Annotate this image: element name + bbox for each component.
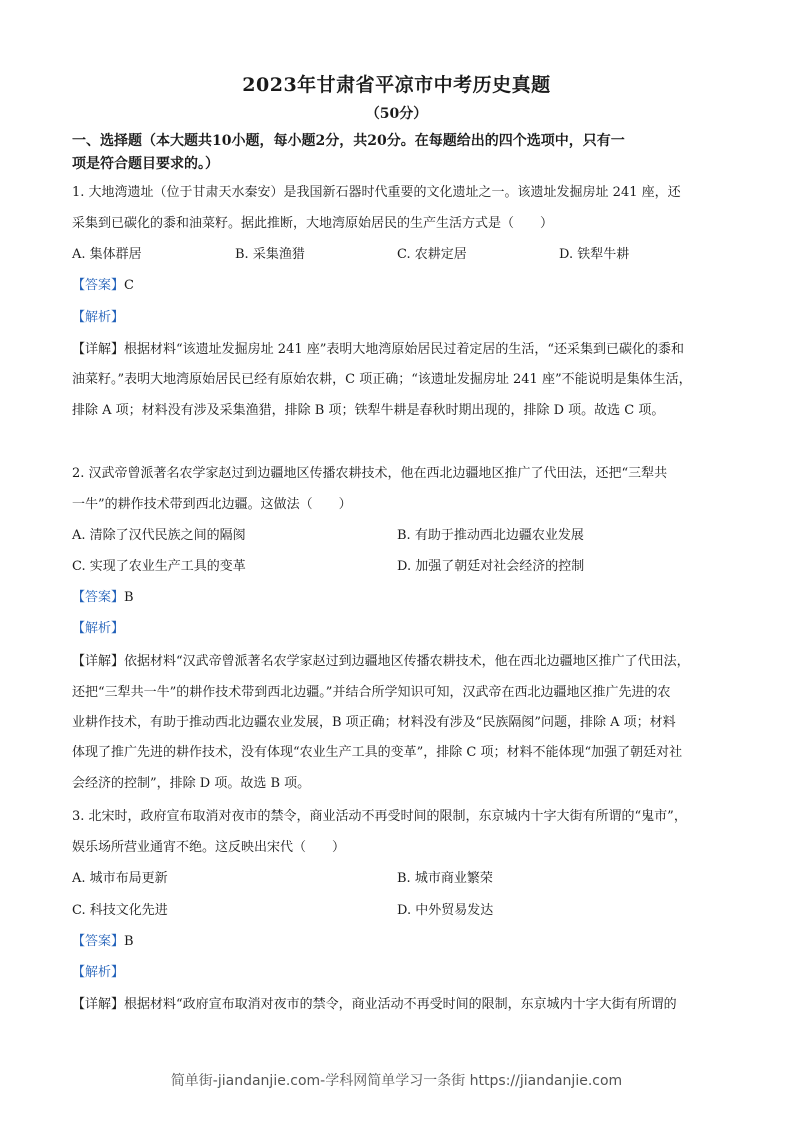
q2-option-b: B. 有助于推动西北边疆农业发展 [397, 528, 584, 543]
q1-option-d: D. 铁犁牛耕 [559, 247, 630, 262]
q1-analysis [72, 308, 722, 328]
detail-tag: 【详解】 [72, 997, 125, 1012]
q2-detail-line-2: 还把“三犁共一牛”的耕作技术带到西北边疆。”并结合所学知识可知，汉武帝在西北边疆地区推广先进的农 [72, 685, 671, 700]
section-heading-line-2: 项是符合题目要求的。） [72, 156, 219, 172]
q2-answer [72, 588, 722, 608]
answer-tag: 【答案】 [72, 590, 125, 605]
section-heading-line-1: 一、选择题（本大题共10小题，每小题2分，共20分。在每题给出的四个选项中，只有一 [72, 133, 625, 149]
q3-stem-line-1: 3. 北宋时，政府宣布取消对夜市的禁令，商业活动不再受时间的限制，东京城内十字大街有所谓的“鬼市”， [72, 809, 687, 824]
q3-analysis [72, 963, 722, 983]
q3-option-b: B. 城市商业繁荣 [397, 871, 493, 886]
detail-tag: 【详解】 [72, 654, 125, 669]
q3-answer [72, 932, 722, 952]
q2-stem-line-1: 2. 汉武帝曾派著名农学家赵过到边疆地区传播农耕技术，他在西北边疆地区推广了代田法，还把“三犁共 [72, 466, 668, 481]
detail-text: 根据材料“政府宣布取消对夜市的禁令，商业活动不再受时间的限制，东京城内十字大街有所谓的 [124, 997, 677, 1012]
answer-value: B [124, 590, 134, 605]
q2-option-d: D. 加强了朝廷对社会经济的控制 [397, 559, 585, 574]
q2-analysis [72, 619, 722, 639]
q2-detail-line-5: 会经济的控制”，排除 D 项。故选 B 项。 [72, 776, 311, 791]
detail-text: 依据材料“汉武帝曾派著名农学家赵过到边疆地区传播农耕技术，他在西北边疆地区推广了代田法， [124, 654, 690, 669]
q1-option-c: C. 农耕定居 [397, 247, 467, 262]
q1-option-a: A. 集体群居 [72, 247, 142, 262]
q1-detail-line-2: 油菜籽。”表明大地湾原始居民已经有原始农耕，C 项正确；“该遗址发掘房址 241 座”不能说明是集体生活， [72, 372, 692, 387]
q3-detail-line-1 [72, 995, 722, 1015]
analysis-tag: 【解析】 [72, 965, 125, 980]
page-footer-watermark: 简单街-jiandanjie.com-学科网简单学习一条街 https://jiandanjie.com [170, 1073, 623, 1089]
q2-option-c: C. 实现了农业生产工具的变革 [72, 559, 246, 574]
q3-option-c: C. 科技文化先进 [72, 903, 168, 918]
q3-option-d: D. 中外贸易发达 [397, 903, 494, 918]
q2-detail-line-1 [72, 652, 722, 672]
detail-tag: 【详解】 [72, 342, 125, 357]
answer-value: B [124, 934, 134, 949]
detail-text: 根据材料“该遗址发掘房址 241 座”表明大地湾原始居民过着定居的生活，“还采集到已碳化的黍和 [124, 342, 685, 357]
q1-detail-line-1 [72, 340, 722, 360]
answer-tag: 【答案】 [72, 278, 125, 293]
q1-stem-line-2: 采集到已碳化的黍和油菜籽。据此推断，大地湾原始居民的生产生活方式是（ ） [72, 216, 554, 231]
q1-answer [72, 276, 722, 296]
q2-stem-line-2: 一牛”的耕作技术带到西北边疆。这做法（ ） [72, 497, 352, 512]
answer-value: C [124, 278, 134, 293]
q2-detail-line-4: 体现了推广先进的耕作技术，没有体现“农业生产工具的变革”，排除 C 项；材料不能体现“加强了朝廷对社 [72, 745, 683, 760]
analysis-tag: 【解析】 [72, 310, 125, 325]
q1-option-b: B. 采集渔猎 [235, 247, 305, 262]
q2-option-a: A. 清除了汉代民族之间的隔阂 [72, 528, 246, 543]
answer-tag: 【答案】 [72, 934, 125, 949]
q1-detail-line-3: 排除 A 项；材料没有涉及采集渔猎，排除 B 项；铁犁牛耕是春秋时期出现的，排除 D 项。故选 C 项。 [72, 403, 665, 418]
analysis-tag: 【解析】 [72, 621, 125, 636]
page-title: 2023年甘肃省平凉市中考历史真题 [242, 74, 551, 96]
q3-stem-line-2: 娱乐场所营业通宵不绝。这反映出宋代（ ） [72, 840, 346, 855]
q2-detail-line-3: 业耕作技术，有助于推动西北边疆农业发展，B 项正确；材料没有涉及“民族隔阂”问题，排除 A 项；材料 [72, 715, 676, 730]
q3-option-a: A. 城市布局更新 [72, 871, 168, 886]
page-subtitle: （50分） [365, 106, 428, 122]
q1-stem-line-1: 1. 大地湾遗址（位于甘肃天水秦安）是我国新石器时代重要的文化遗址之一。该遗址发掘房址 241 座，还 [72, 185, 681, 200]
